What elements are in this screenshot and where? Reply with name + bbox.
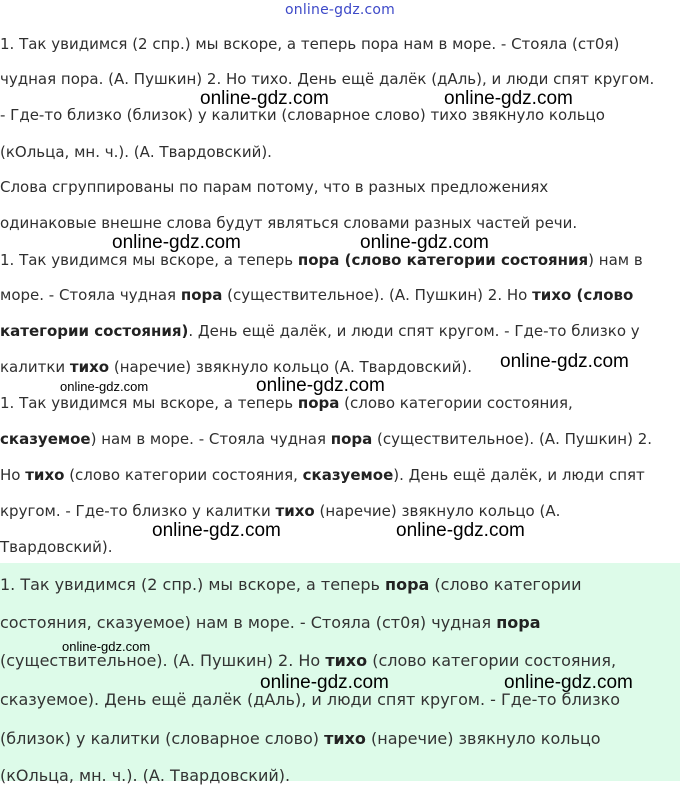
text-line: Твардовский). xyxy=(0,538,113,556)
watermark: online-gdz.com xyxy=(62,639,151,654)
watermark: online-gdz.com xyxy=(500,351,629,372)
text-line: Но тихо (слово категории состояния, сказуемое). День ещё далёк, и люди спят xyxy=(0,466,645,484)
watermark: online-gdz.com xyxy=(260,672,389,693)
text-line: категории состояния). День ещё далёк, и люди спят кругом. - Где-то близко у xyxy=(0,322,640,340)
text-line: - Где-то близко (близок) у калитки (словарное слово) тихо звякнуло кольцо xyxy=(0,106,605,124)
text-line: кругом. - Где-то близко у калитки тихо (наречие) звякнуло кольцо (А. xyxy=(0,502,561,520)
text-line: (кОльца, мн. ч.). (А. Твардовский). xyxy=(0,143,272,161)
watermark: online-gdz.com xyxy=(152,520,281,541)
text-line: 1. Так увидимся мы вскоре, а теперь пора (слово категории состояния) нам в xyxy=(0,251,643,269)
watermark: online-gdz.com xyxy=(60,379,149,394)
text-line: 1. Так увидимся (2 спр.) мы вскоре, а теперь пора нам в море. - Стоя​ла (ст0я) xyxy=(0,35,620,53)
watermark: online-gdz.com xyxy=(360,232,489,253)
site-logo[interactable]: online-gdz.com xyxy=(284,2,396,18)
text-line: чудная пора. (А. Пушкин) 2. Но тихо. День ещё далёк (дАль), и люди спят кругом. xyxy=(0,70,655,88)
text-line: сказуемое). День ещё далёк (дАль), и люди спят кругом. - Где-то близко xyxy=(0,690,621,709)
watermark: online-gdz.com xyxy=(444,88,573,109)
text-line: Слова сгруппированы по парам потому, что в разных предложениях xyxy=(0,178,549,196)
text-line: (существительное). (А. Пушкин) 2. Но тихо (слово категории состояния, xyxy=(0,651,617,670)
watermark: online-gdz.com xyxy=(256,375,385,396)
text-line: одинаковые внешне слова будут являться словами разных частей речи. xyxy=(0,214,578,232)
watermark: online-gdz.com xyxy=(112,232,241,253)
text-line: 1. Так увидимся мы вскоре, а теперь пора (слово категории состояния, xyxy=(0,394,573,412)
text-line: 1. Так увидимся (2 спр.) мы вскоре, а теперь пора (слово категории xyxy=(0,575,582,594)
watermark: online-gdz.com xyxy=(200,88,329,109)
text-line: (кОльца, мн. ч.). (А. Твардовский). xyxy=(0,766,291,785)
text-line: море. - Стояла чудная пора (существительное). (А. Пушкин) 2. Но тихо (слово xyxy=(0,286,634,304)
text-line: (близок) у калитки (словарное слово) тихо (наречие) звякнуло кольцо xyxy=(0,729,601,748)
watermark: online-gdz.com xyxy=(504,672,633,693)
text-line: калитки тихо (наречие) звякнуло кольцо (А. Твардовский). xyxy=(0,358,473,376)
text-line: состояния, сказуемое) нам в море. - Стояла (ст0я) чудная пора xyxy=(0,613,541,632)
text-line: сказуемое) нам в море. - Стояла чудная пора (существительное). (А. Пушкин) 2. xyxy=(0,430,653,448)
watermark: online-gdz.com xyxy=(396,520,525,541)
